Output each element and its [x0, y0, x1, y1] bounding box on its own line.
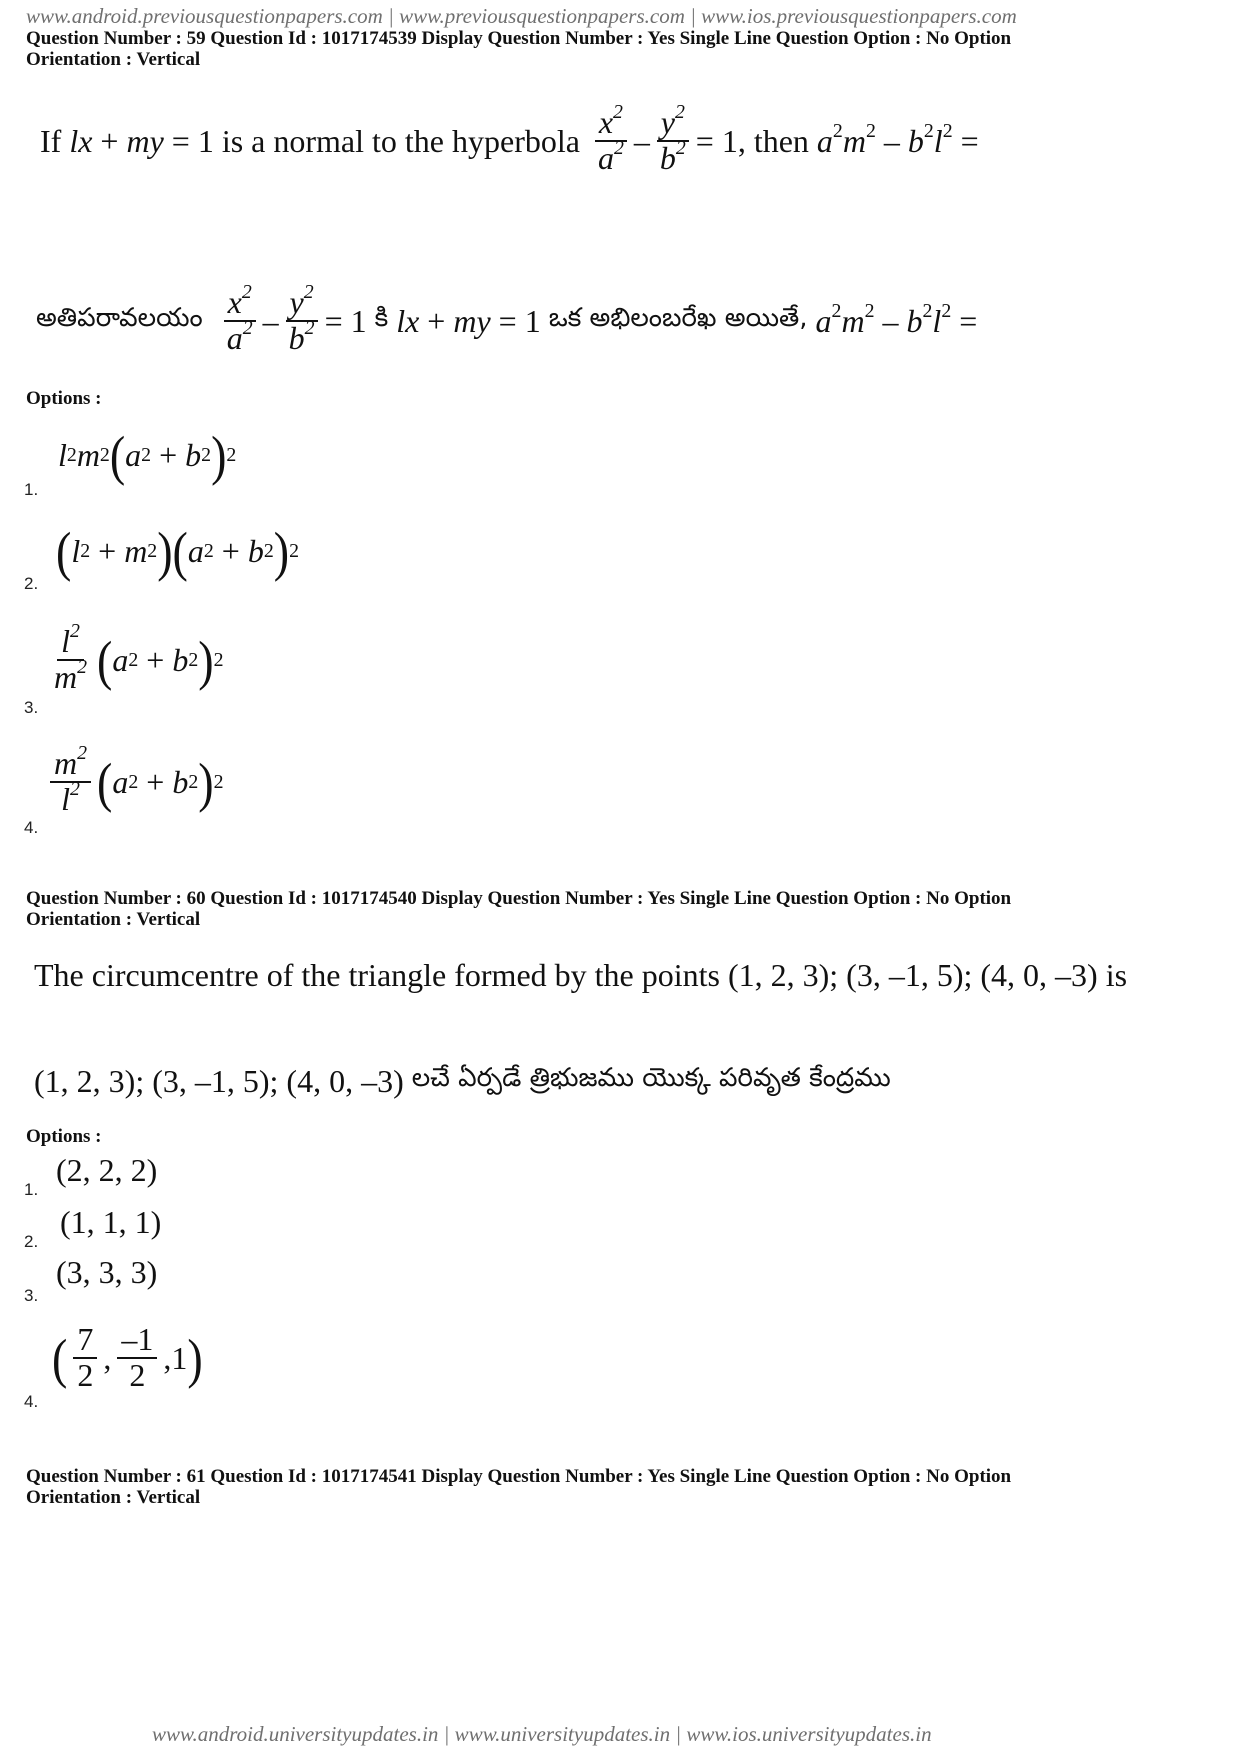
- q60-options-label: Options :: [26, 1126, 102, 1147]
- q59-te-mid: కి: [374, 303, 389, 333]
- q59-option-3[interactable]: $\frac{l^2}{m^2}$ ( a 2 + b 2 ) 2: [54, 620, 224, 695]
- q59-expression: $a^2m^2 - b^2l^2$ =: [816, 119, 979, 159]
- q60-option-3[interactable]: (3, 3, 3): [56, 1254, 158, 1290]
- q59-te-normal-line-eq: lx + my = 1: [396, 302, 541, 339]
- q60-opt4-den1: 2: [77, 1357, 94, 1393]
- q60-option-2-number: 2.: [24, 1232, 39, 1251]
- question-59-meta-line1: Question Number : 59 Question Id : 1017174539 Display Question Number : Yes Single Line Question Option : No Option: [26, 28, 1012, 49]
- q60-opt4-last: 1: [171, 1339, 188, 1376]
- q59-option-4[interactable]: $\frac{m^2}{l^2}$ ( a 2 + b 2 ) 2: [50, 734, 224, 830]
- question-60-telugu: [34, 1056, 891, 1106]
- q59-normal-line-eq: lx + my = 1: [69, 122, 214, 159]
- q59-te-prefix: అతిపరావలయం: [36, 303, 203, 333]
- header-watermark: www.android.previousquestionpapers.com | www.previousquestionpapers.com | www.ios.previousquestionpapers.com: [26, 4, 1017, 28]
- q60-te-points: (1, 2, 3); (3, –1, 5); (4, 0, –3): [34, 1062, 404, 1099]
- q60-te-text: లచే ఏర్పడే త్రిభుజము యొక్క పరివృత కేంద్రము: [411, 1063, 891, 1093]
- q60-en-text: The circumcentre of the triangle formed by the points (1, 2, 3); (3, –1, 5); (4, 0, –3) is: [34, 956, 1128, 993]
- q59-options-label: Options :: [26, 388, 102, 409]
- q59-en-mid: is a normal to the hyperbola: [221, 122, 580, 159]
- q60-option-2[interactable]: (1, 1, 1): [60, 1204, 162, 1240]
- q60-option-3-number: 3.: [24, 1286, 39, 1305]
- question-61-header: [26, 1466, 1206, 1508]
- q59-option-2[interactable]: ( l 2 + m 2 ) ( a 2 + b 2 ) 2: [56, 520, 300, 582]
- q60-opt4-num1: 7: [73, 1323, 97, 1359]
- question-59-meta-line2: Orientation : Vertical: [26, 49, 201, 70]
- question-61-meta-line1: Question Number : 61 Question Id : 1017174541 Display Question Number : Yes Single Line Question Option : No Option: [26, 1466, 1012, 1487]
- q59-option-1[interactable]: l 2 m 2 ( a 2 + b 2 ) 2: [58, 424, 237, 486]
- question-60-english: [34, 950, 1127, 1000]
- footer-watermark: www.android.universityupdates.in | www.universityupdates.in | www.ios.universityupdates.in: [152, 1722, 932, 1746]
- q59-option-3-number: 3.: [24, 698, 39, 717]
- q60-option-4[interactable]: ( $\frac{7}{2}$ , $\frac{-1}{2}$ , 1 ): [52, 1321, 203, 1393]
- q60-option-1[interactable]: (2, 2, 2): [56, 1152, 158, 1188]
- question-59-english: [40, 96, 979, 186]
- q59-te-hyperbola-eq: $\frac{x^2}{a^2}$ – $\frac{y^2}{b^2}$ = 1: [217, 286, 367, 355]
- q59-en-prefix: If: [40, 122, 62, 159]
- question-60-header: [26, 888, 1206, 930]
- q60-option-1-number: 1.: [24, 1180, 39, 1199]
- question-60-meta-line2: Orientation : Vertical: [26, 909, 201, 930]
- q59-en-then: , then: [737, 122, 809, 159]
- question-59-header: [26, 28, 1206, 70]
- q59-option-1-number: 1.: [24, 480, 39, 499]
- q59-hyperbola-eq: $\frac{x^2}{a^2}$ – $\frac{y^2}{b^2}$ = 1: [588, 106, 738, 175]
- q59-option-2-number: 2.: [24, 574, 39, 593]
- q59-te-suffix: ఒక అభిలంబరేఖ అయితే,: [548, 303, 808, 333]
- q60-option-4-number: 4.: [24, 1392, 39, 1411]
- q59-te-expression: $a^2m^2 - b^2l^2$ =: [815, 299, 978, 339]
- question-61-meta-line2: Orientation : Vertical: [26, 1487, 201, 1508]
- q60-opt4-num2: –1: [117, 1323, 157, 1359]
- q60-opt4-den2: 2: [129, 1357, 146, 1393]
- question-60-meta-line1: Question Number : 60 Question Id : 1017174540 Display Question Number : Yes Single Line Question Option : No Option: [26, 888, 1012, 909]
- question-59-telugu: [36, 276, 977, 366]
- q59-option-4-number: 4.: [24, 818, 39, 837]
